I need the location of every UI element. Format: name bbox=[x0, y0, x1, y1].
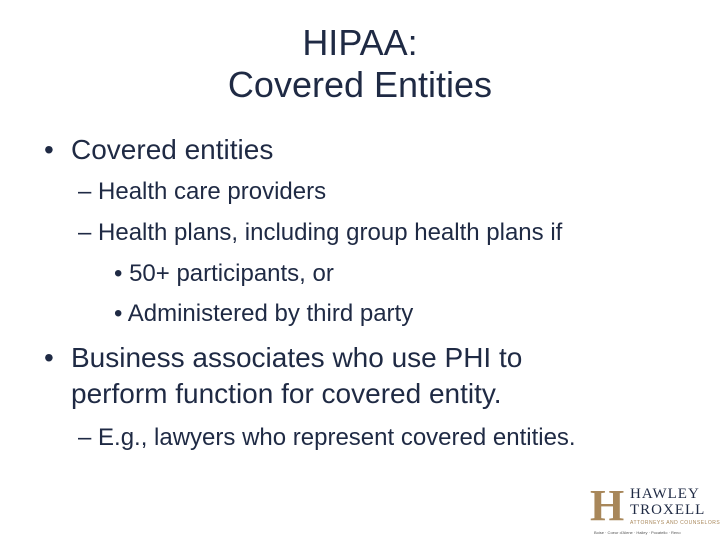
bullet-text-line-1: Business associates who use PHI to bbox=[71, 342, 523, 373]
sub-bullet-lawyers: – E.g., lawyers who represent covered entities. bbox=[78, 424, 576, 451]
logo-name-line-1: HAWLEY bbox=[630, 486, 700, 502]
logo-name-line-2: TROXELL bbox=[630, 502, 706, 518]
sub-bullet-health-plans: – Health plans, including group health plans if bbox=[78, 219, 563, 246]
title-line-1: HIPAA: bbox=[302, 22, 418, 63]
sub-sub-bullet-third-party: • Administered by third party bbox=[114, 300, 414, 327]
sub-sub-bullet-participants: • 50+ participants, or bbox=[114, 260, 334, 287]
slide-title bbox=[0, 22, 720, 106]
bullet-marker: • bbox=[44, 342, 54, 373]
sub-bullet-health-care-providers: – Health care providers bbox=[78, 178, 327, 205]
title-line-2: Covered Entities bbox=[227, 64, 493, 105]
logo-monogram: H bbox=[590, 481, 625, 530]
bullet-marker: • bbox=[44, 134, 54, 165]
bullet-text-line-2: perform function for covered entity. bbox=[71, 378, 502, 409]
bullet-text: Covered entities bbox=[71, 134, 274, 165]
logo-cities: Boise · Coeur d'Alene · Hailey · Pocatello · Reno bbox=[594, 530, 681, 535]
hawley-troxell-logo bbox=[590, 481, 720, 536]
logo-tagline: ATTORNEYS AND COUNSELORS bbox=[630, 520, 720, 526]
